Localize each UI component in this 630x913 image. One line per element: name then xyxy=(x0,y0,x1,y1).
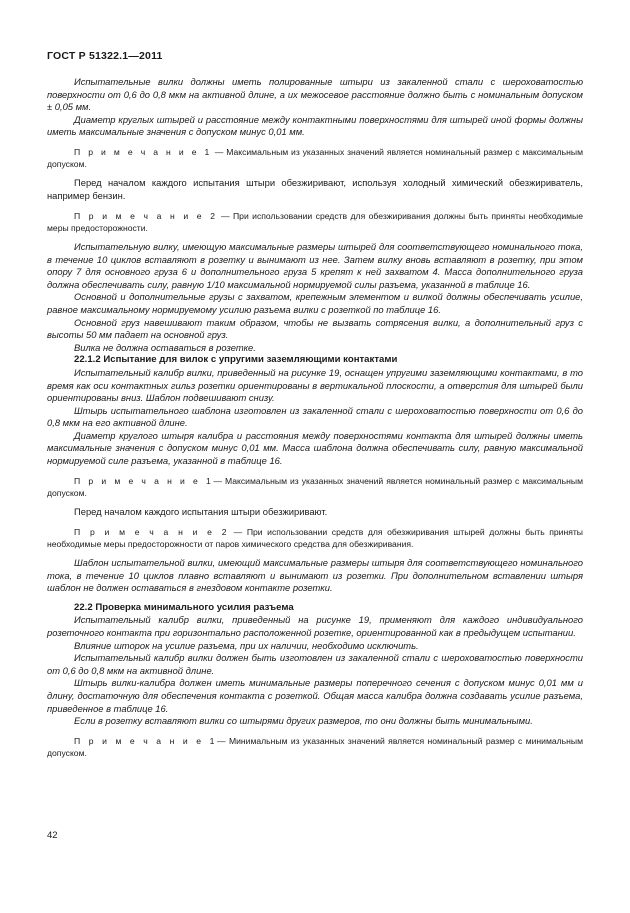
page-number: 42 xyxy=(47,830,58,841)
document-body xyxy=(47,76,583,759)
paragraph: Если в розетку вставляют вилки со штырями других размеров, то они должны быть минимальными. xyxy=(74,715,533,727)
note-label: П р и м е ч а н и е 2 xyxy=(74,210,218,221)
note xyxy=(47,146,583,170)
note xyxy=(47,735,583,759)
note-text: — Максимальным из указанных значений является номинальный размер с максимальным допуском. xyxy=(47,146,583,170)
paragraph: Испытательный калибр вилки должен быть изготовлен из закаленной стали с шероховатостью поверхности от 0,6 до 0,8 мкм на активной длине. xyxy=(47,652,583,676)
paragraph: Испытательный калибр вилки, приведенный на рисунке 19, оснащен упругими заземляющими контактами, в то время как оси контактных гильз розетки ориентированы в вертикальной плоскости, а отверстия для штырей были ориентированы вниз. Шаблон подвешивают снизу. xyxy=(47,366,583,404)
paragraph: Испытательный калибр вилки, приведенный на рисунке 19, применяют для каждого индивидуального розеточного контакта при горизонтально расположенной розетке, ориентированной как в предыдущем испытании. xyxy=(47,614,583,639)
paragraph: Перед началом каждого испытания штыри обезжиривают, используя холодный химический обезжириватель, например бензин. xyxy=(47,177,583,201)
paragraph: Вилка не должна оставаться в розетке. xyxy=(74,341,256,353)
paragraph: Шаблон испытательной вилки, имеющий максимальные размеры штыря для соответствующего номинального тока, в течение 10 циклов плавно вставляют и вынимают из розетки. При дополнительном вставлении штыря шаблон не должен оставаться в гнездовом контакте розетки. xyxy=(47,557,583,594)
paragraph: Штырь вилки-калибра должен иметь минимальные размеры поперечного сечения с допуском минус 0,01 мм и длину, достаточную для обеспечения контакта с розеткой. Общая масса калибра должна создавать усилие разъема, приведенное в таблице 16. xyxy=(47,677,583,714)
section-heading: 22.2 Проверка минимального усилия разъема xyxy=(74,601,294,613)
document-header: ГОСТ Р 51322.1—2011 xyxy=(47,50,163,62)
note-label: П р и м е ч а н и е 1 xyxy=(74,146,212,157)
note xyxy=(47,475,583,499)
note-text: — При использовании средств для обезжиривания штырей должны быть приняты необходимые меры предосторожности от паров химического средства для обезжиривания. xyxy=(47,526,583,549)
paragraph: Основной груз навешивают таким образом, чтобы не вызвать сотрясения вилки, а дополнительный груз с высоты 50 мм падает на основной груз. xyxy=(47,316,583,341)
paragraph: Штырь испытательного шаблона изготовлен из закаленной стали с шероховатостью поверхности от 0,6 до 0,8 мкм на его активной длине. xyxy=(47,404,583,429)
paragraph: Основной и дополнительные грузы с захватом, крепежным элементом и вилкой должны обеспечивать усилие, равное максимальному нормируемому усилию разъема вилки с розеткой по таблице 16. xyxy=(47,291,583,315)
paragraph: Диаметр круглого штыря калибра и расстояния между поверхностями контакта для штырей должны иметь максимальные значения с допуском минус 0,01 мм. Масса шаблона должна обеспечивать силу, равную максимальной нормируемой силе разъема, указанной в таблице 16. xyxy=(47,429,583,467)
note-text: — При использовании средств для обезжиривания должны быть приняты необходимые меры предосторожности. xyxy=(47,210,583,233)
note-label: П р и м е ч а н и е 2 xyxy=(74,526,230,537)
paragraph: Испытательные вилки должны иметь полированные штыри из закаленной стали с шероховатостью поверхности от 0,6 до 0,8 мкм на активной длине, а их межосевое расстояние должно быть с номинальным допуском ± 0,05 мм. xyxy=(47,76,583,113)
note xyxy=(47,526,583,550)
paragraph: Перед началом каждого испытания штыри обезжиривают. xyxy=(74,506,328,518)
note-label: П р и м е ч а н и е 1 xyxy=(74,735,218,746)
paragraph: Диаметр круглых штырей и расстояние между контактными поверхностями для штырей иной формы должны иметь максимальные значения с допуском минус 0,01 мм. xyxy=(47,113,583,138)
note-label: П р и м е ч а н и е 1 xyxy=(74,475,214,486)
section-heading: 22.1.2 Испытание для вилок с упругими заземляющими контактами xyxy=(74,354,398,366)
paragraph: Испытательную вилку, имеющую максимальные размеры штырей для соответствующего номинального тока, в течение 10 циклов вставляют в розетку и вынимают из нее. Затем вилку вновь вставляют в розетку, при этом опору 7 для основного груза 6 и дополнительного груза 5 крепят к ней захватом 4. Масса дополнительного груза должна обеспечивать силу, равную 1/10 максимальной нормируемой силы разъема, указанной в таблице 16. xyxy=(47,240,583,290)
note-text: — Максимальным из указанных значений является номинальный размер с максимальным допуском. xyxy=(47,475,583,498)
paragraph: Влияние шторок на усилие разъема, при их наличии, необходимо исключить. xyxy=(74,639,419,651)
note xyxy=(47,210,583,234)
note-text: — Минимальным из указанных значений является номинальный размер с минимальным допуском. xyxy=(47,735,583,758)
